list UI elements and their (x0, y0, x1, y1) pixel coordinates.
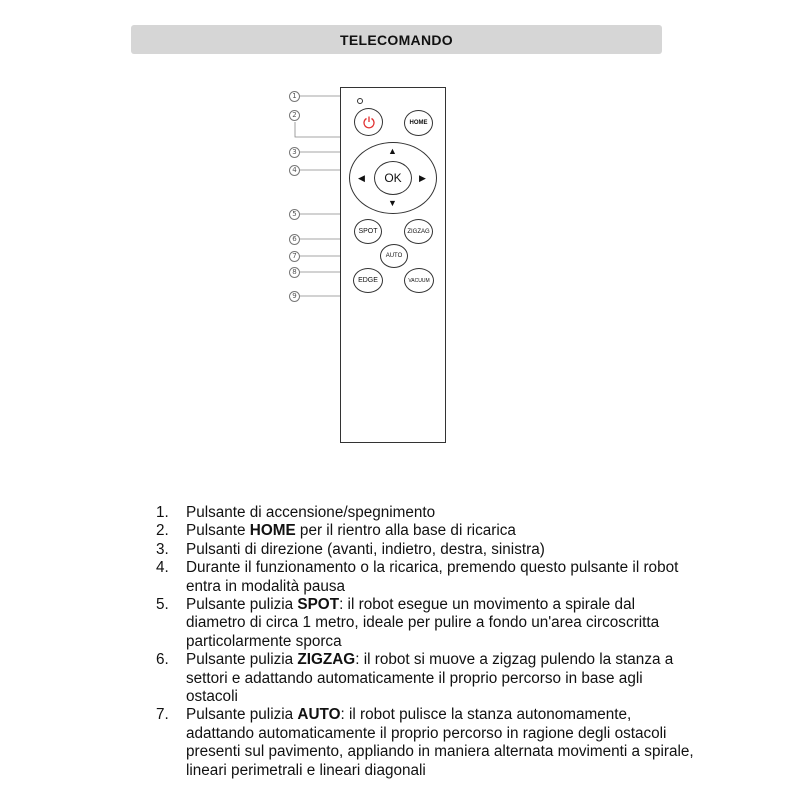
button-description-list (156, 504, 696, 780)
auto-label: AUTO (385, 253, 403, 259)
power-button[interactable] (354, 108, 383, 136)
arrow-up-icon[interactable]: ▲ (388, 146, 397, 156)
vacuum-label: VACUUM (408, 277, 430, 284)
callout-1: 1 (289, 91, 300, 102)
edge-button[interactable] (353, 268, 383, 293)
list-item: 4. Durante il funzionamento o la ricarica, premendo questo pulsante il robot entra in modalità pausa (156, 559, 679, 595)
spot-label: SPOT (358, 228, 378, 235)
callout-6: 6 (289, 234, 300, 245)
ok-label: OK (384, 171, 402, 185)
vacuum-button[interactable] (404, 268, 434, 293)
list-item: 6. Pulsante pulizia ZIGZAG: il robot si muove a zigzag pulendo la stanza a settori e adattando automaticamente il proprio percorso in base agli ostacoli (156, 651, 674, 706)
home-button[interactable] (404, 110, 433, 136)
list-item: 5. Pulsante pulizia SPOT: il robot esegue un movimento a spirale dal diametro di circa 1 metro, ideale per pulire a fondo un'area circoscritta particolarmente sporca (156, 596, 660, 650)
edge-label: EDGE (358, 277, 378, 284)
arrow-left-icon[interactable]: ◀ (358, 173, 365, 183)
spot-button[interactable] (354, 219, 382, 244)
list-item: 2. Pulsante HOME per il rientro alla base di ricarica (156, 522, 516, 540)
auto-button[interactable] (380, 244, 408, 268)
home-label: HOME (409, 120, 428, 126)
callout-5: 5 (289, 209, 300, 220)
led-indicator (357, 98, 363, 104)
arrow-down-icon[interactable]: ▼ (388, 198, 397, 208)
zigzag-label: ZIGZAG (407, 228, 430, 235)
zigzag-button[interactable] (404, 219, 433, 244)
callout-7: 7 (289, 251, 300, 262)
callout-3: 3 (289, 147, 300, 158)
power-icon (362, 115, 376, 129)
callout-4: 4 (289, 165, 300, 176)
list-item: 7. Pulsante pulizia AUTO: il robot pulisce la stanza autonomamente, adattando automaticamente il proprio percorso in ragione degli ostacoli presenti sul pavimento, appliando in maniera alternata movimenti a spirale, lineari perimetrali e lineari diagonali (156, 706, 694, 779)
page-title-text: TELECOMANDO (340, 31, 453, 48)
list-item: 1. Pulsante di accensione/spegnimento (156, 504, 436, 521)
callout-9: 9 (289, 291, 300, 302)
arrow-right-icon[interactable]: ▶ (419, 173, 426, 183)
callout-2: 2 (289, 110, 300, 121)
ok-button[interactable] (374, 161, 412, 195)
callout-8: 8 (289, 267, 300, 278)
list-item: 3. Pulsanti di direzione (avanti, indietro, destra, sinistra) (156, 540, 545, 558)
